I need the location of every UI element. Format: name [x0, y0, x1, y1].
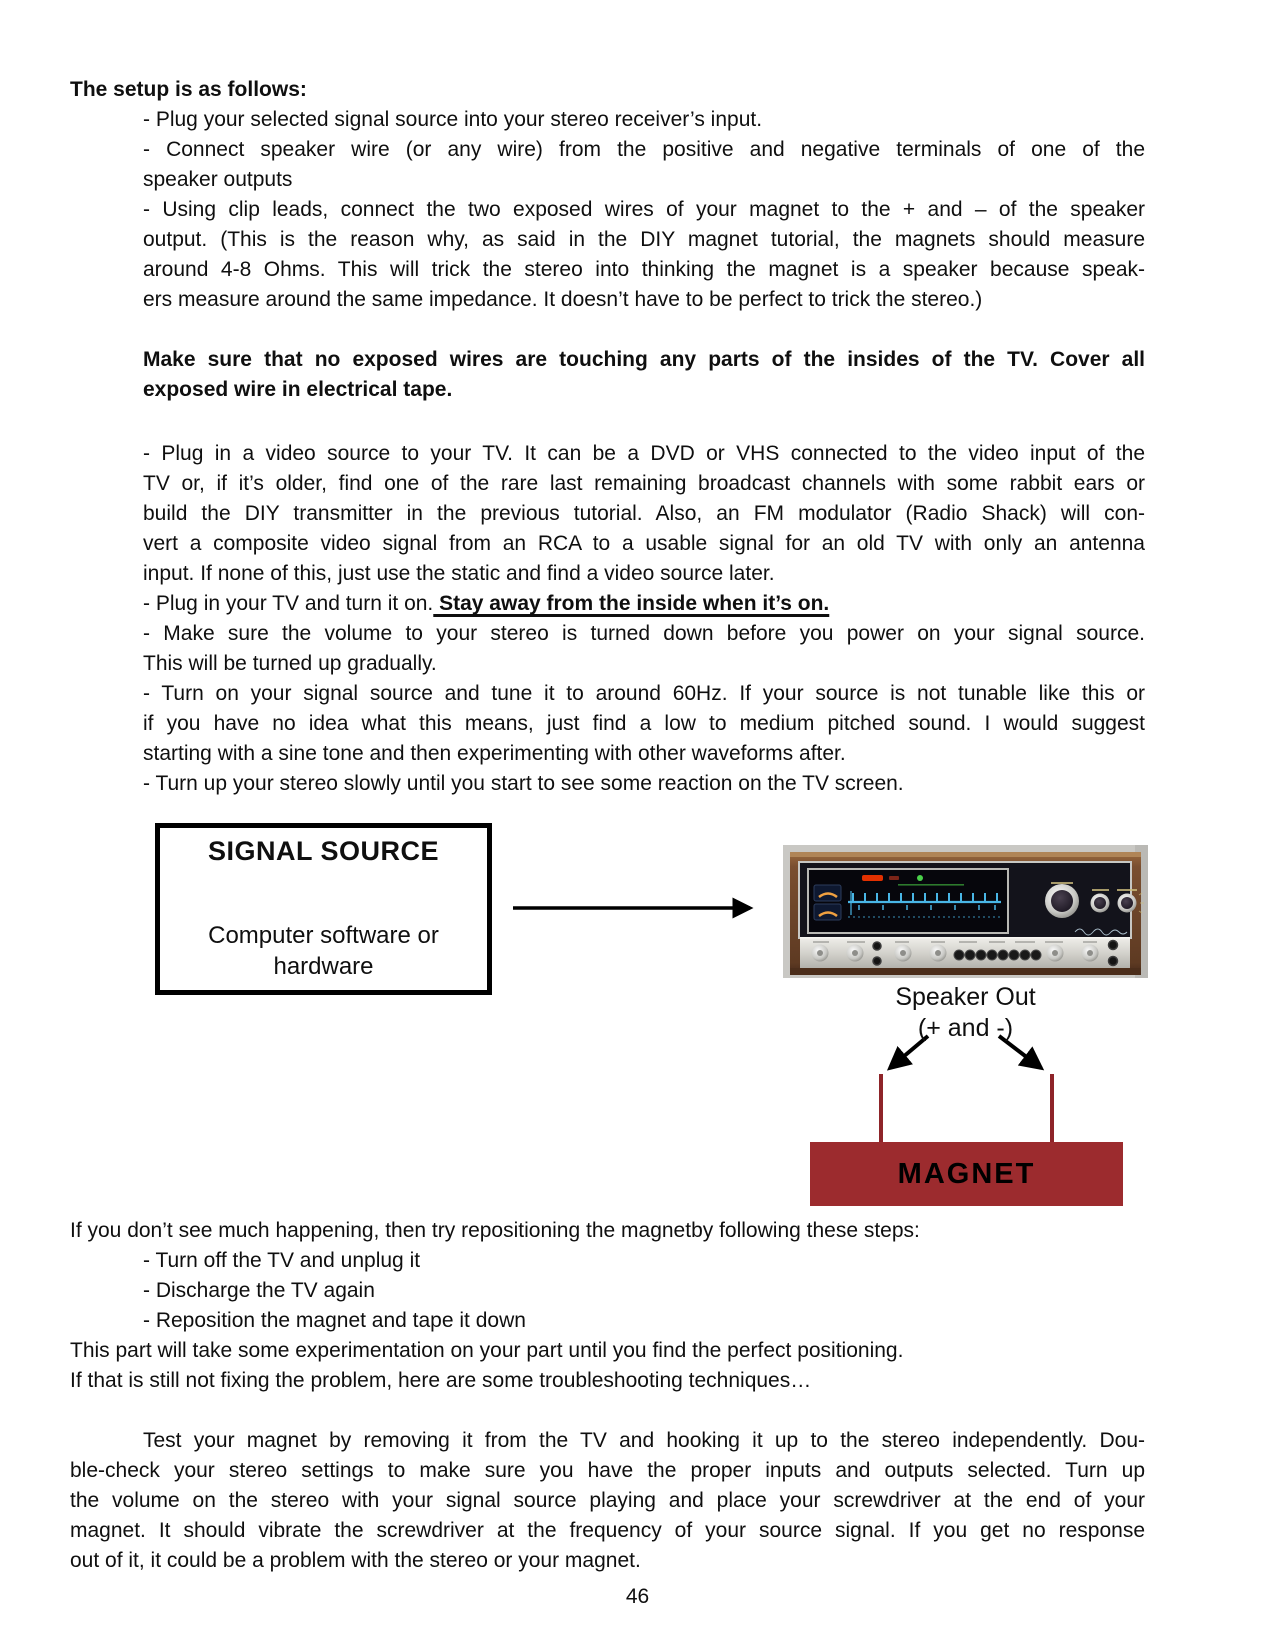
- reposition-intro-line: If you don’t see much happening, then try repositioning the magnetby following these steps:: [70, 1219, 920, 1242]
- reposition-steps: - Turn off the TV and unplug it - Discharge the TV again - Reposition the magnet and tape it down: [143, 1249, 526, 1332]
- magnet-wire-left: [879, 1074, 883, 1142]
- speaker-out-line1: Speaker Out: [895, 983, 1036, 1011]
- signal-source-body: Computer software or hardware: [208, 922, 439, 980]
- setup-item-clip-leads: - Using clip leads, connect the two exposed wires of your magnet to the + and – of the speaker output. (This is the reason why, as said in the DIY magnet tutorial, the magnets should measure around 4-8 Ohms. This will trick the stereo into thinking the magnet is a speaker because speak- ers measure around the same impedance. It doesn’t have to be perfect to trick the stereo.): [143, 198, 1145, 311]
- signal-source-box: [155, 823, 492, 995]
- setup-item-speaker-wire: - Connect speaker wire (or any wire) from the positive and negative terminals of one of the speaker outputs: [143, 138, 1145, 191]
- test-magnet-paragraph: Test your magnet by removing it from the TV and hooking it up to the stereo independently. Dou- ble-check your stereo settings to make sure you have the proper inputs and outputs selected. Turn up the volume on the stereo with your signal source playing and place your screwdriver at the end of your magnet. It should vibrate the screwdriver at the frequency of your source signal. If you get no response out of it, it could be a problem with the stereo or your magnet.: [70, 1429, 1145, 1572]
- plug-tv-text: - Plug in your TV and turn it on.: [143, 592, 434, 615]
- speaker-out-line2: (+ and -): [917, 1014, 1014, 1042]
- setup-item-signal-source: - Plug your selected signal source into your stereo receiver’s input.: [143, 108, 763, 131]
- stay-away-warning: Stay away from the inside when it’s on.: [433, 592, 830, 615]
- experimentation-line: This part will take some experimentation on your part until you find the perfect positioning.: [70, 1339, 904, 1362]
- setup-instructions-section: [70, 75, 1145, 799]
- tune-60hz-paragraph: - Turn on your signal source and tune it to around 60Hz. If your source is not tunable like this or if you have no idea what this means, just find a low to medium pitched sound. I would suggest starting with a sine tone and then experimenting with other waveforms after.: [143, 682, 1145, 765]
- magnet-label: MAGNET: [897, 1158, 1036, 1190]
- setup-heading: The setup is as follows:: [70, 78, 307, 101]
- exposed-wires-warning: Make sure that no exposed wires are touching any parts of the insides of the TV. Cover all exposed wire in electrical tape.: [143, 348, 1145, 401]
- turn-up-stereo-line: - Turn up your stereo slowly until you start to see some reaction on the TV screen.: [143, 772, 904, 795]
- troubleshooting-techniques-line: If that is still not fixing the problem, here are some troubleshooting techniques…: [70, 1369, 812, 1392]
- signal-source-title: SIGNAL SOURCE: [207, 836, 440, 866]
- page-number: 46: [625, 1585, 650, 1608]
- troubleshooting-section: [70, 1216, 1145, 1576]
- plug-tv-line: [143, 589, 1145, 619]
- volume-down-paragraph: - Make sure the volume to your stereo is turned down before you power on your signal source. This will be turned up gradually.: [143, 622, 1145, 675]
- magnet-wire-right: [1050, 1074, 1054, 1142]
- video-source-paragraph: - Plug in a video source to your TV. It can be a DVD or VHS connected to the video input of the TV or, if it’s older, find one of the rare last remaining broadcast channels with some rabbit ears or build the DIY transmitter in the previous tutorial. Also, an FM modulator (Radio Shack) will con- vert a composite video signal from an RCA to a usable signal for an old TV with only an antenna input. If none of this, just use the static and find a video source later.: [143, 442, 1145, 585]
- speaker-out-label: [783, 982, 1148, 1044]
- magnet-box: [810, 1142, 1123, 1206]
